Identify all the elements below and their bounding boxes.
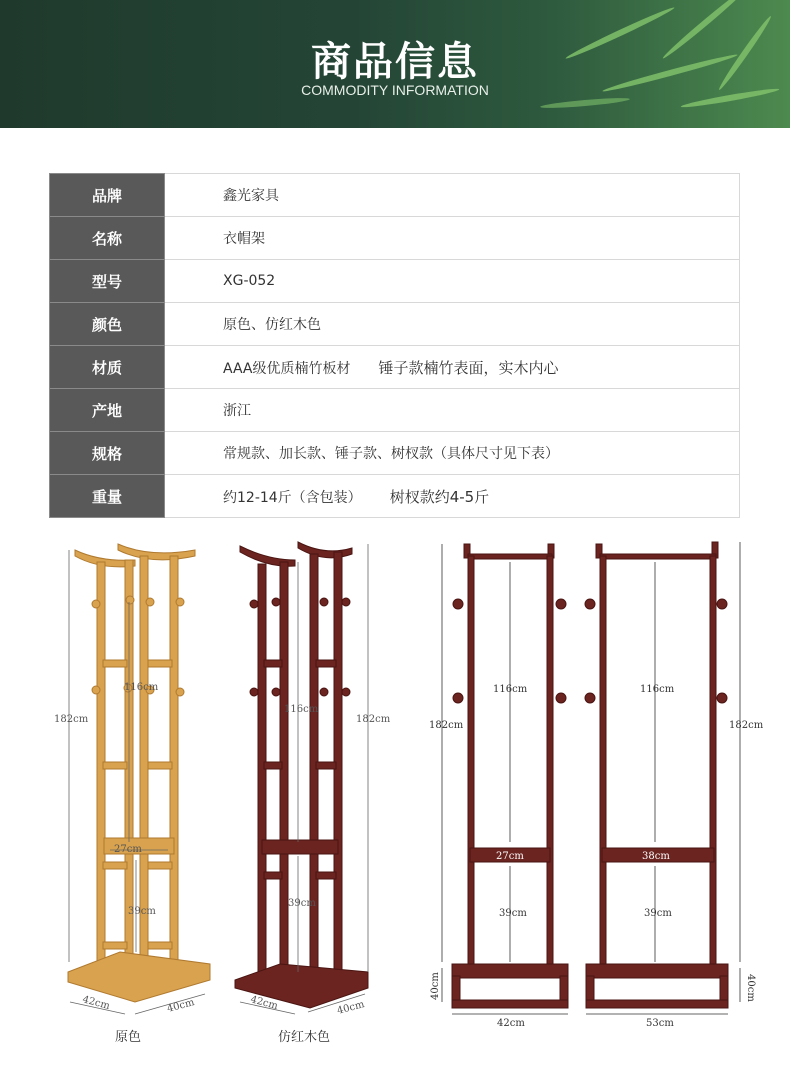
hammer-a-lower-label: 39cm <box>499 908 527 919</box>
table-row <box>50 475 740 518</box>
page-subtitle: COMMODITY INFORMATION <box>301 82 489 98</box>
natural-color-caption: 原色 <box>115 1030 142 1045</box>
table-row <box>50 174 740 217</box>
table-row <box>50 260 740 303</box>
header-banner <box>0 0 790 128</box>
spec-key: 重量 <box>50 475 165 518</box>
natural-inner-label: 27cm <box>114 844 142 855</box>
natural-coat-rack <box>68 544 210 1002</box>
hammer-a-inner-label: 27cm <box>496 851 524 862</box>
red-width-label: 40cm <box>335 999 366 1017</box>
natural-width-label: 40cm <box>165 997 196 1015</box>
product-dimension-figures <box>40 532 790 1057</box>
hammer-coat-rack-b <box>585 542 728 1008</box>
hammer-b-inner-label: 38cm <box>642 851 670 862</box>
table-row <box>50 303 740 346</box>
table-row <box>50 389 740 432</box>
red-upper-label: 116cm <box>284 704 319 715</box>
red-depth-label: 42cm <box>249 994 279 1013</box>
dimension-illustration <box>40 532 790 1057</box>
spec-value: 浙江 <box>165 389 740 432</box>
hammer-a-upper-label: 116cm <box>493 684 528 695</box>
red-color-caption: 仿红木色 <box>278 1030 331 1045</box>
spec-table <box>49 173 740 518</box>
spec-value-cell <box>165 346 740 389</box>
hammer-b-lower-label: 39cm <box>644 908 672 919</box>
spec-key: 型号 <box>50 260 165 303</box>
table-row <box>50 217 740 260</box>
hammer-a-base-label: 40cm <box>430 972 441 1000</box>
hammer-a-height-label: 182cm <box>429 720 464 731</box>
bamboo-leaf-decoration <box>540 96 630 110</box>
spec-value: 常规款、加长款、锤子款、树杈款（具体尺寸见下表） <box>165 432 740 475</box>
red-height-label: 182cm <box>356 714 391 725</box>
spec-extra: 树杈款约4-5斤 <box>389 487 490 506</box>
spec-value: 原色、仿红木色 <box>165 303 740 346</box>
spec-key: 品牌 <box>50 174 165 217</box>
red-coat-rack <box>235 542 368 1008</box>
natural-depth-label: 42cm <box>81 994 111 1013</box>
hammer-b-dimension-lines <box>586 542 740 1014</box>
spec-key: 材质 <box>50 346 165 389</box>
spec-key: 规格 <box>50 432 165 475</box>
spec-key: 产地 <box>50 389 165 432</box>
table-row <box>50 346 740 389</box>
spec-value: 约12-14斤（含包装） <box>223 489 362 506</box>
hammer-a-width-label: 42cm <box>497 1018 525 1029</box>
red-lower-label: 39cm <box>288 898 316 909</box>
natural-dimension-lines <box>69 550 205 1014</box>
hammer-b-height-label: 182cm <box>729 720 764 731</box>
spec-value: AAA级优质楠竹板材 <box>223 360 351 377</box>
hammer-b-upper-label: 116cm <box>640 684 675 695</box>
spec-key: 名称 <box>50 217 165 260</box>
spec-value: XG-052 <box>165 260 740 303</box>
spec-value: 衣帽架 <box>165 217 740 260</box>
spec-extra: 锤子款楠竹表面，实木内心 <box>378 358 559 377</box>
spec-value-cell <box>165 475 740 518</box>
natural-lower-label: 39cm <box>128 906 156 917</box>
spec-key: 颜色 <box>50 303 165 346</box>
natural-height-label: 182cm <box>54 714 89 725</box>
hammer-b-base-label: 40cm <box>745 974 756 1002</box>
spec-value: 鑫光家具 <box>165 174 740 217</box>
table-row <box>50 432 740 475</box>
natural-upper-label: 116cm <box>124 682 159 693</box>
page-title: 商品信息 <box>311 39 479 85</box>
hammer-b-width-label: 53cm <box>646 1018 674 1029</box>
